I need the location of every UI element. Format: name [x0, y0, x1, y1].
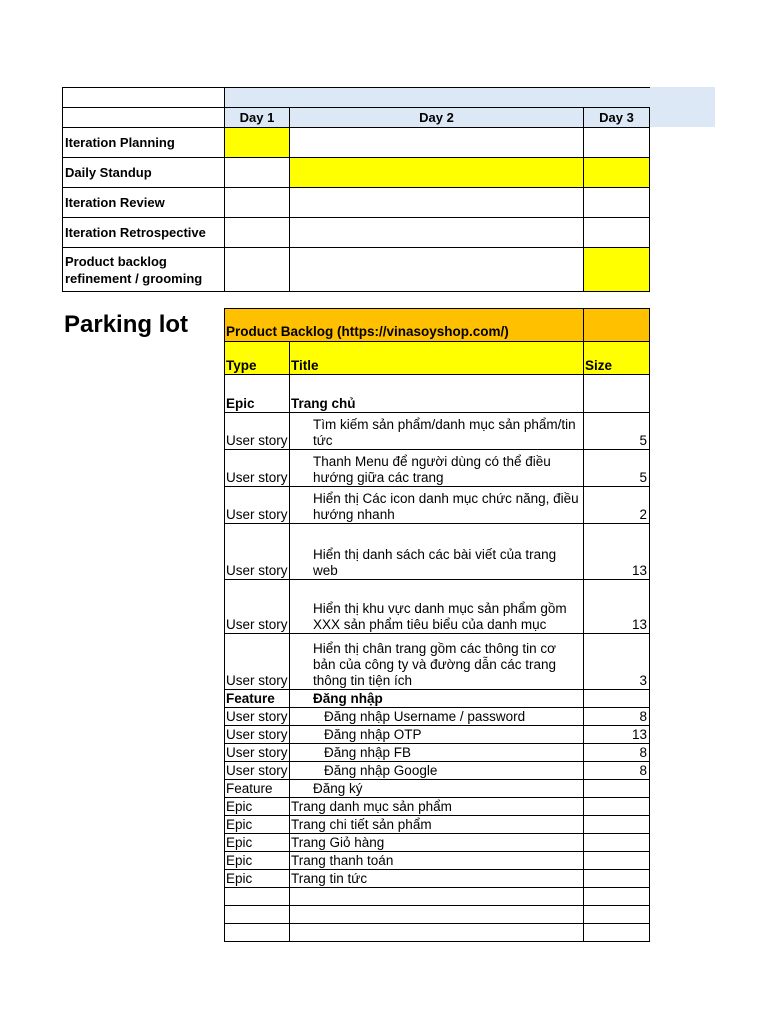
- backlog-type-cell[interactable]: User story: [225, 580, 290, 634]
- schedule-cell[interactable]: [225, 218, 290, 248]
- backlog-size-cell[interactable]: 5: [584, 413, 650, 450]
- backlog-row: [225, 762, 650, 780]
- backlog-empty-cell[interactable]: [584, 906, 650, 924]
- backlog-type-cell[interactable]: Feature: [225, 780, 290, 798]
- backlog-row: [225, 798, 650, 816]
- schedule-row-label[interactable]: Daily Standup: [63, 158, 225, 188]
- backlog-title-cell[interactable]: Hiển thị danh sách các bài viết của trang web: [290, 524, 584, 580]
- backlog-row: [225, 690, 650, 708]
- schedule-cell[interactable]: [584, 128, 650, 158]
- type-column-header[interactable]: Type: [225, 342, 290, 375]
- schedule-row-label[interactable]: Iteration Retrospective: [63, 218, 225, 248]
- day-1-header[interactable]: Day 1: [225, 108, 290, 128]
- backlog-type-cell[interactable]: User story: [226, 727, 288, 742]
- backlog-size-cell[interactable]: 13: [584, 524, 650, 580]
- backlog-title-cell[interactable]: Đăng nhập FB: [290, 744, 584, 762]
- schedule-row-label[interactable]: Iteration Planning: [63, 128, 225, 158]
- backlog-empty-cell[interactable]: [584, 924, 650, 942]
- backlog-title-cell[interactable]: Đăng ký: [290, 780, 584, 798]
- backlog-type-cell[interactable]: Epic: [225, 375, 290, 413]
- backlog-row: [225, 744, 650, 762]
- backlog-title-cell[interactable]: Đăng nhập Username / password: [290, 708, 584, 726]
- backlog-title-cell[interactable]: Thanh Menu để người dùng có thể điều hướng giữa các trang: [290, 450, 584, 487]
- schedule-cell[interactable]: [290, 128, 584, 158]
- backlog-empty-cell[interactable]: [584, 888, 650, 906]
- backlog-type-cell[interactable]: Epic: [225, 870, 290, 888]
- backlog-type-cell[interactable]: Epic: [225, 816, 290, 834]
- backlog-row: [225, 580, 650, 634]
- backlog-type-cell[interactable]: Epic: [225, 834, 290, 852]
- backlog-size-cell[interactable]: [584, 780, 650, 798]
- backlog-empty-row: [225, 924, 650, 942]
- backlog-empty-row: [225, 888, 650, 906]
- backlog-size-cell[interactable]: [584, 834, 650, 852]
- backlog-empty-cell[interactable]: [225, 906, 290, 924]
- backlog-title-cell[interactable]: Hiển thị khu vực danh mục sản phẩm gồm XXX sản phẩm tiêu biểu của danh mục: [290, 580, 584, 634]
- backlog-type-cell[interactable]: User story: [225, 413, 290, 450]
- backlog-row: [225, 634, 650, 690]
- size-column-header[interactable]: Size: [584, 342, 650, 375]
- schedule-row: [63, 188, 650, 218]
- backlog-title-cell[interactable]: Trang thanh toán: [290, 852, 584, 870]
- backlog-row: [225, 816, 650, 834]
- backlog-type-cell[interactable]: Feature: [225, 690, 290, 708]
- backlog-row: [225, 780, 650, 798]
- backlog-type-cell[interactable]: Epic: [225, 852, 290, 870]
- schedule-cell[interactable]: [225, 158, 290, 188]
- backlog-type-cell[interactable]: User story: [225, 487, 290, 524]
- schedule-blank-header: [225, 88, 650, 108]
- schedule-row-label[interactable]: Iteration Review: [63, 188, 225, 218]
- iteration-schedule-table: [62, 87, 650, 292]
- schedule-cell[interactable]: [584, 248, 650, 292]
- backlog-row: [225, 834, 650, 852]
- backlog-empty-cell[interactable]: [225, 888, 290, 906]
- backlog-row: [225, 524, 650, 580]
- schedule-cell[interactable]: [584, 218, 650, 248]
- backlog-size-cell[interactable]: 13: [584, 580, 650, 634]
- schedule-row: [63, 128, 650, 158]
- schedule-cell[interactable]: [290, 248, 584, 292]
- backlog-size-cell[interactable]: 8: [584, 744, 650, 762]
- product-backlog-table: [224, 308, 650, 942]
- backlog-size-cell[interactable]: [584, 690, 650, 708]
- backlog-title-empty-cell[interactable]: [584, 309, 650, 342]
- backlog-title-cell[interactable]: Đăng nhập OTP: [290, 726, 584, 744]
- backlog-size-cell[interactable]: 5: [584, 450, 650, 487]
- schedule-row: [63, 248, 650, 292]
- schedule-cell[interactable]: [225, 248, 290, 292]
- backlog-row: [225, 726, 650, 744]
- backlog-title[interactable]: Product Backlog (https://vinasoyshop.com/): [225, 309, 584, 342]
- schedule-cell[interactable]: [290, 188, 584, 218]
- backlog-title-cell[interactable]: Trang tin tức: [290, 870, 584, 888]
- schedule-row: [63, 218, 650, 248]
- backlog-row: [225, 708, 650, 726]
- backlog-title-cell[interactable]: Trang danh mục sản phẩm: [290, 798, 584, 816]
- backlog-row: [225, 413, 650, 450]
- schedule-cell[interactable]: [225, 188, 290, 218]
- schedule-header-row: [63, 108, 650, 128]
- backlog-size-cell[interactable]: [584, 816, 650, 834]
- backlog-size-cell[interactable]: [584, 870, 650, 888]
- backlog-size-cell[interactable]: 13: [584, 726, 650, 744]
- schedule-blank-row: [63, 88, 650, 108]
- title-column-header[interactable]: Title: [290, 342, 584, 375]
- backlog-row: [225, 870, 650, 888]
- backlog-title-cell[interactable]: Đăng nhập Google: [290, 762, 584, 780]
- backlog-type-cell[interactable]: User story: [225, 524, 290, 580]
- backlog-size-cell[interactable]: 3: [584, 634, 650, 690]
- backlog-type-cell[interactable]: User story: [226, 709, 288, 724]
- parking-lot-heading: Parking lot: [64, 311, 189, 338]
- backlog-empty-cell[interactable]: [225, 924, 290, 942]
- backlog-header-row: [225, 342, 650, 375]
- schedule-label-header: [63, 108, 225, 128]
- schedule-cell[interactable]: [584, 188, 650, 218]
- backlog-title-cell[interactable]: Hiển thị Các icon danh mục chức năng, điều hướng nhanh: [290, 487, 584, 524]
- backlog-row: [225, 487, 650, 524]
- backlog-empty-cell[interactable]: [290, 888, 584, 906]
- backlog-size-cell[interactable]: [584, 798, 650, 816]
- backlog-title-cell[interactable]: Trang chủ: [290, 375, 584, 413]
- schedule-cell[interactable]: [225, 128, 290, 158]
- schedule-row-label[interactable]: Product backlog refinement / grooming: [63, 248, 225, 292]
- schedule-cell[interactable]: [290, 158, 584, 188]
- backlog-size-cell[interactable]: 8: [584, 708, 650, 726]
- backlog-empty-cell[interactable]: [290, 924, 584, 942]
- day-2-header[interactable]: Day 2: [290, 108, 584, 128]
- schedule-corner-cell: [63, 88, 225, 108]
- backlog-empty-cell[interactable]: [290, 906, 584, 924]
- backlog-title-cell[interactable]: Trang chi tiết sản phẩm: [290, 816, 584, 834]
- backlog-type-cell[interactable]: User story: [226, 763, 288, 778]
- backlog-type-cell[interactable]: User story: [226, 745, 288, 760]
- schedule-cell[interactable]: [290, 218, 584, 248]
- backlog-size-cell[interactable]: [584, 852, 650, 870]
- backlog-row: [225, 852, 650, 870]
- backlog-type-cell[interactable]: Epic: [225, 798, 290, 816]
- backlog-title-cell[interactable]: Trang Giỏ hàng: [290, 834, 584, 852]
- backlog-title-cell[interactable]: Hiển thị chân trang gồm các thông tin cơ bản của công ty và đường dẫn các trang thông tin tiện ích: [290, 634, 584, 690]
- backlog-empty-row: [225, 906, 650, 924]
- backlog-size-cell[interactable]: 2: [584, 487, 650, 524]
- day-3-header[interactable]: Day 3: [584, 108, 650, 128]
- backlog-title-cell[interactable]: Tìm kiếm sản phẩm/danh mục sản phẩm/tin tức: [290, 413, 584, 450]
- backlog-type-cell[interactable]: User story: [225, 450, 290, 487]
- schedule-cell[interactable]: [584, 158, 650, 188]
- backlog-title-cell[interactable]: Đăng nhập: [290, 690, 584, 708]
- backlog-row: [225, 450, 650, 487]
- backlog-size-cell[interactable]: [584, 375, 650, 413]
- backlog-row: [225, 375, 650, 413]
- backlog-size-cell[interactable]: 8: [584, 762, 650, 780]
- backlog-type-cell[interactable]: User story: [225, 634, 290, 690]
- backlog-title-row: [225, 309, 650, 342]
- schedule-row: [63, 158, 650, 188]
